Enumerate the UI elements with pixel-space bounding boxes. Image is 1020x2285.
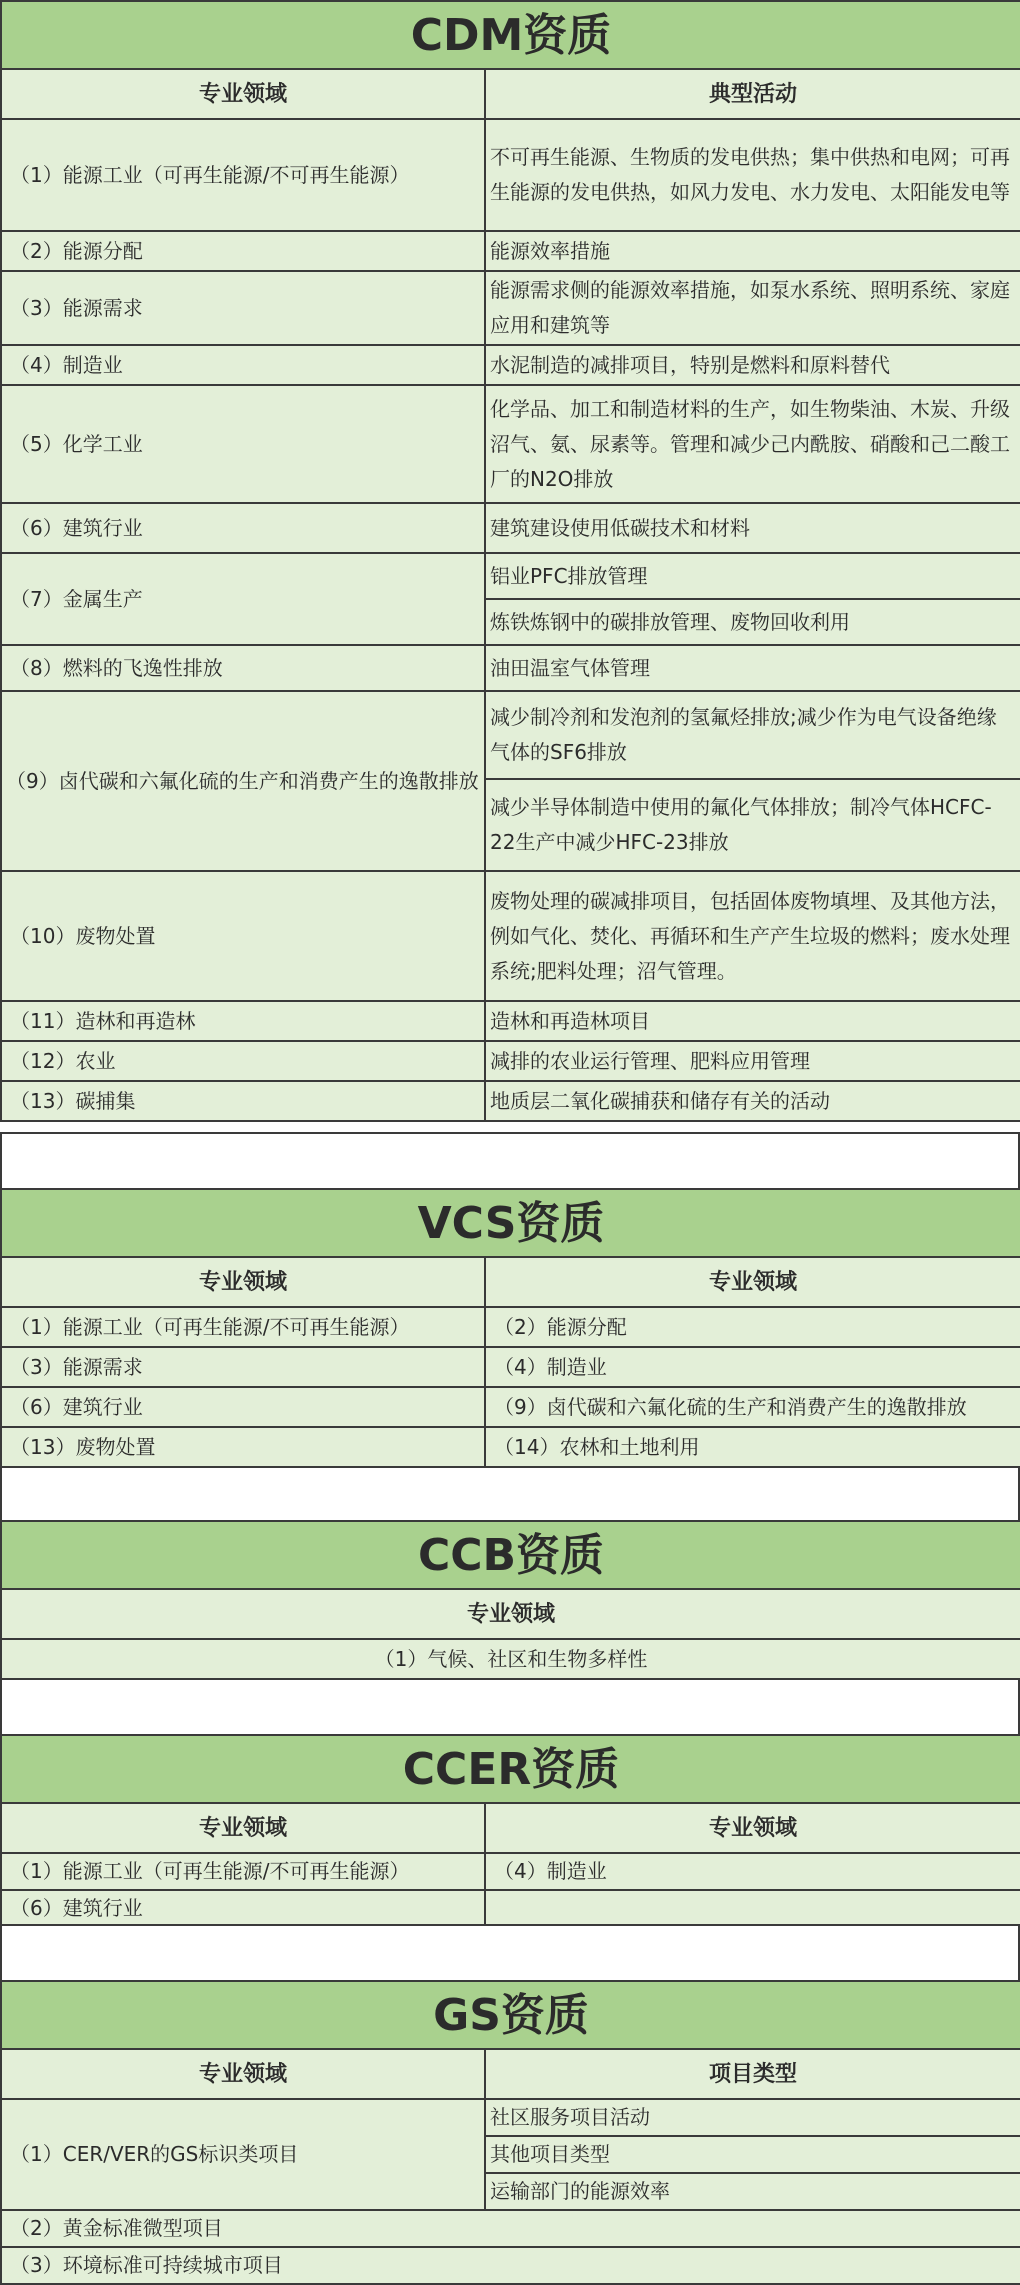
- gs-type: 社区服务项目活动: [485, 2099, 1020, 2136]
- vcs-cell: （4）制造业: [485, 1347, 1020, 1387]
- cdm-activity: 能源效率措施: [485, 231, 1020, 271]
- cdm-activity: 减少制冷剂和发泡剂的氢氟烃排放;减少作为电气设备绝缘气体的SF6排放: [485, 691, 1020, 779]
- table-row: [1, 1853, 1020, 1890]
- vcs-cell: （13）废物处置: [1, 1427, 485, 1467]
- cdm-activity: 建筑建设使用低碳技术和材料: [485, 503, 1020, 553]
- spacer-box: [0, 1466, 1020, 1524]
- table-row: [1, 1639, 1020, 1679]
- ccer-header-right: 专业领域: [485, 1803, 1020, 1853]
- vcs-header-right: 专业领域: [485, 1257, 1020, 1307]
- gs-table: [0, 1980, 1020, 2285]
- table-row: [1, 231, 1020, 271]
- table-row: [1, 119, 1020, 231]
- vcs-cell: （3）能源需求: [1, 1347, 485, 1387]
- table-row: [1, 553, 1020, 599]
- cdm-activity: 铝业PFC排放管理: [485, 553, 1020, 599]
- cdm-activity: 造林和再造林项目: [485, 1001, 1020, 1041]
- cdm-field: （13）碳捕集: [1, 1081, 485, 1121]
- cdm-field: （1）能源工业（可再生能源/不可再生能源）: [1, 119, 485, 231]
- table-row: [1, 2099, 1020, 2136]
- gs-type: 运输部门的能源效率: [485, 2173, 1020, 2210]
- gs-cell: （1）CER/VER的GS标识类项目: [1, 2099, 485, 2210]
- vcs-cell: （6）建筑行业: [1, 1387, 485, 1427]
- cdm-activity: 油田温室气体管理: [485, 645, 1020, 691]
- table-row: [1, 1387, 1020, 1427]
- cdm-field: （10）废物处置: [1, 871, 485, 1001]
- vcs-cell: （14）农林和土地利用: [485, 1427, 1020, 1467]
- cdm-title: CDM资质: [1, 1, 1020, 69]
- cdm-table: [0, 0, 1020, 1122]
- ccb-header: 专业领域: [1, 1589, 1020, 1639]
- cdm-field: （2）能源分配: [1, 231, 485, 271]
- ccer-cell: （4）制造业: [485, 1853, 1020, 1890]
- cdm-activity: 减排的农业运行管理、肥料应用管理: [485, 1041, 1020, 1081]
- table-row: [1, 691, 1020, 779]
- cdm-activity: 地质层二氧化碳捕获和储存有关的活动: [485, 1081, 1020, 1121]
- table-row: [1, 645, 1020, 691]
- vcs-table: [0, 1188, 1020, 1468]
- table-row: [1, 385, 1020, 503]
- table-row: [1, 271, 1020, 345]
- cdm-field: （6）建筑行业: [1, 503, 485, 553]
- table-row: [1, 1041, 1020, 1081]
- table-row: [1, 1890, 1020, 1927]
- gs-header-field: 专业领域: [1, 2049, 485, 2099]
- cdm-field: （5）化学工业: [1, 385, 485, 503]
- cdm-activity: 化学品、加工和制造材料的生产，如生物柴油、木炭、升级沼气、氨、尿素等。管理和减少己内酰胺、硝酸和己二酸工厂的N2O排放: [485, 385, 1020, 503]
- gs-type: 其他项目类型: [485, 2136, 1020, 2173]
- vcs-title: VCS资质: [1, 1189, 1020, 1257]
- cdm-field: （4）制造业: [1, 345, 485, 385]
- table-row: [1, 1307, 1020, 1347]
- cdm-field: （11）造林和再造林: [1, 1001, 485, 1041]
- table-row: [1, 345, 1020, 385]
- cdm-field: （3）能源需求: [1, 271, 485, 345]
- cdm-activity: 减少半导体制造中使用的氟化气体排放；制冷气体HCFC-22生产中减少HFC-23排放: [485, 779, 1020, 871]
- table-row: [1, 1001, 1020, 1041]
- spacer-box: [0, 1924, 1020, 1984]
- table-row: [1, 503, 1020, 553]
- vcs-cell: （9）卤代碳和六氟化硫的生产和消费产生的逸散排放: [485, 1387, 1020, 1427]
- cdm-activity: 炼铁炼钢中的碳排放管理、废物回收利用: [485, 599, 1020, 645]
- table-row: [1, 1347, 1020, 1387]
- vcs-cell: （2）能源分配: [485, 1307, 1020, 1347]
- cdm-field: （12）农业: [1, 1041, 485, 1081]
- spacer-box: [0, 1132, 1020, 1192]
- vcs-header-left: 专业领域: [1, 1257, 485, 1307]
- ccb-table: [0, 1520, 1020, 1680]
- gs-cell: （2）黄金标准微型项目: [1, 2210, 1020, 2247]
- gs-title: GS资质: [1, 1981, 1020, 2049]
- gs-header-type: 项目类型: [485, 2049, 1020, 2099]
- gs-cell: （3）环境标准可持续城市项目: [1, 2247, 1020, 2284]
- cdm-activity: 不可再生能源、生物质的发电供热；集中供热和电网；可再生能源的发电供热，如风力发电、水力发电、太阳能发电等: [485, 119, 1020, 231]
- cdm-field: （9）卤代碳和六氟化硫的生产和消费产生的逸散排放: [1, 691, 485, 871]
- table-row: [1, 1081, 1020, 1121]
- cdm-activity: 水泥制造的减排项目，特别是燃料和原料替代: [485, 345, 1020, 385]
- ccer-table: [0, 1734, 1020, 1928]
- cdm-field: （7）金属生产: [1, 553, 485, 645]
- table-row: [1, 871, 1020, 1001]
- table-row: [1, 1427, 1020, 1467]
- table-row: [1, 2210, 1020, 2247]
- ccb-cell: （1）气候、社区和生物多样性: [1, 1639, 1020, 1679]
- ccb-title: CCB资质: [1, 1521, 1020, 1589]
- vcs-cell: （1）能源工业（可再生能源/不可再生能源）: [1, 1307, 485, 1347]
- cdm-field: （8）燃料的飞逸性排放: [1, 645, 485, 691]
- cdm-activity: 废物处理的碳减排项目，包括固体废物填埋、及其他方法，例如气化、焚化、再循环和生产产生垃圾的燃料；废水处理系统;肥料处理；沼气管理。: [485, 871, 1020, 1001]
- table-row: [1, 2247, 1020, 2284]
- ccer-title: CCER资质: [1, 1735, 1020, 1803]
- cdm-header-activity: 典型活动: [485, 69, 1020, 119]
- ccer-cell: （6）建筑行业: [1, 1890, 485, 1927]
- cdm-activity: 能源需求侧的能源效率措施，如泵水系统、照明系统、家庭应用和建筑等: [485, 271, 1020, 345]
- ccer-header-left: 专业领域: [1, 1803, 485, 1853]
- ccer-cell: [485, 1890, 1020, 1927]
- spacer-box: [0, 1678, 1020, 1738]
- ccer-cell: （1）能源工业（可再生能源/不可再生能源）: [1, 1853, 485, 1890]
- cdm-header-field: 专业领域: [1, 69, 485, 119]
